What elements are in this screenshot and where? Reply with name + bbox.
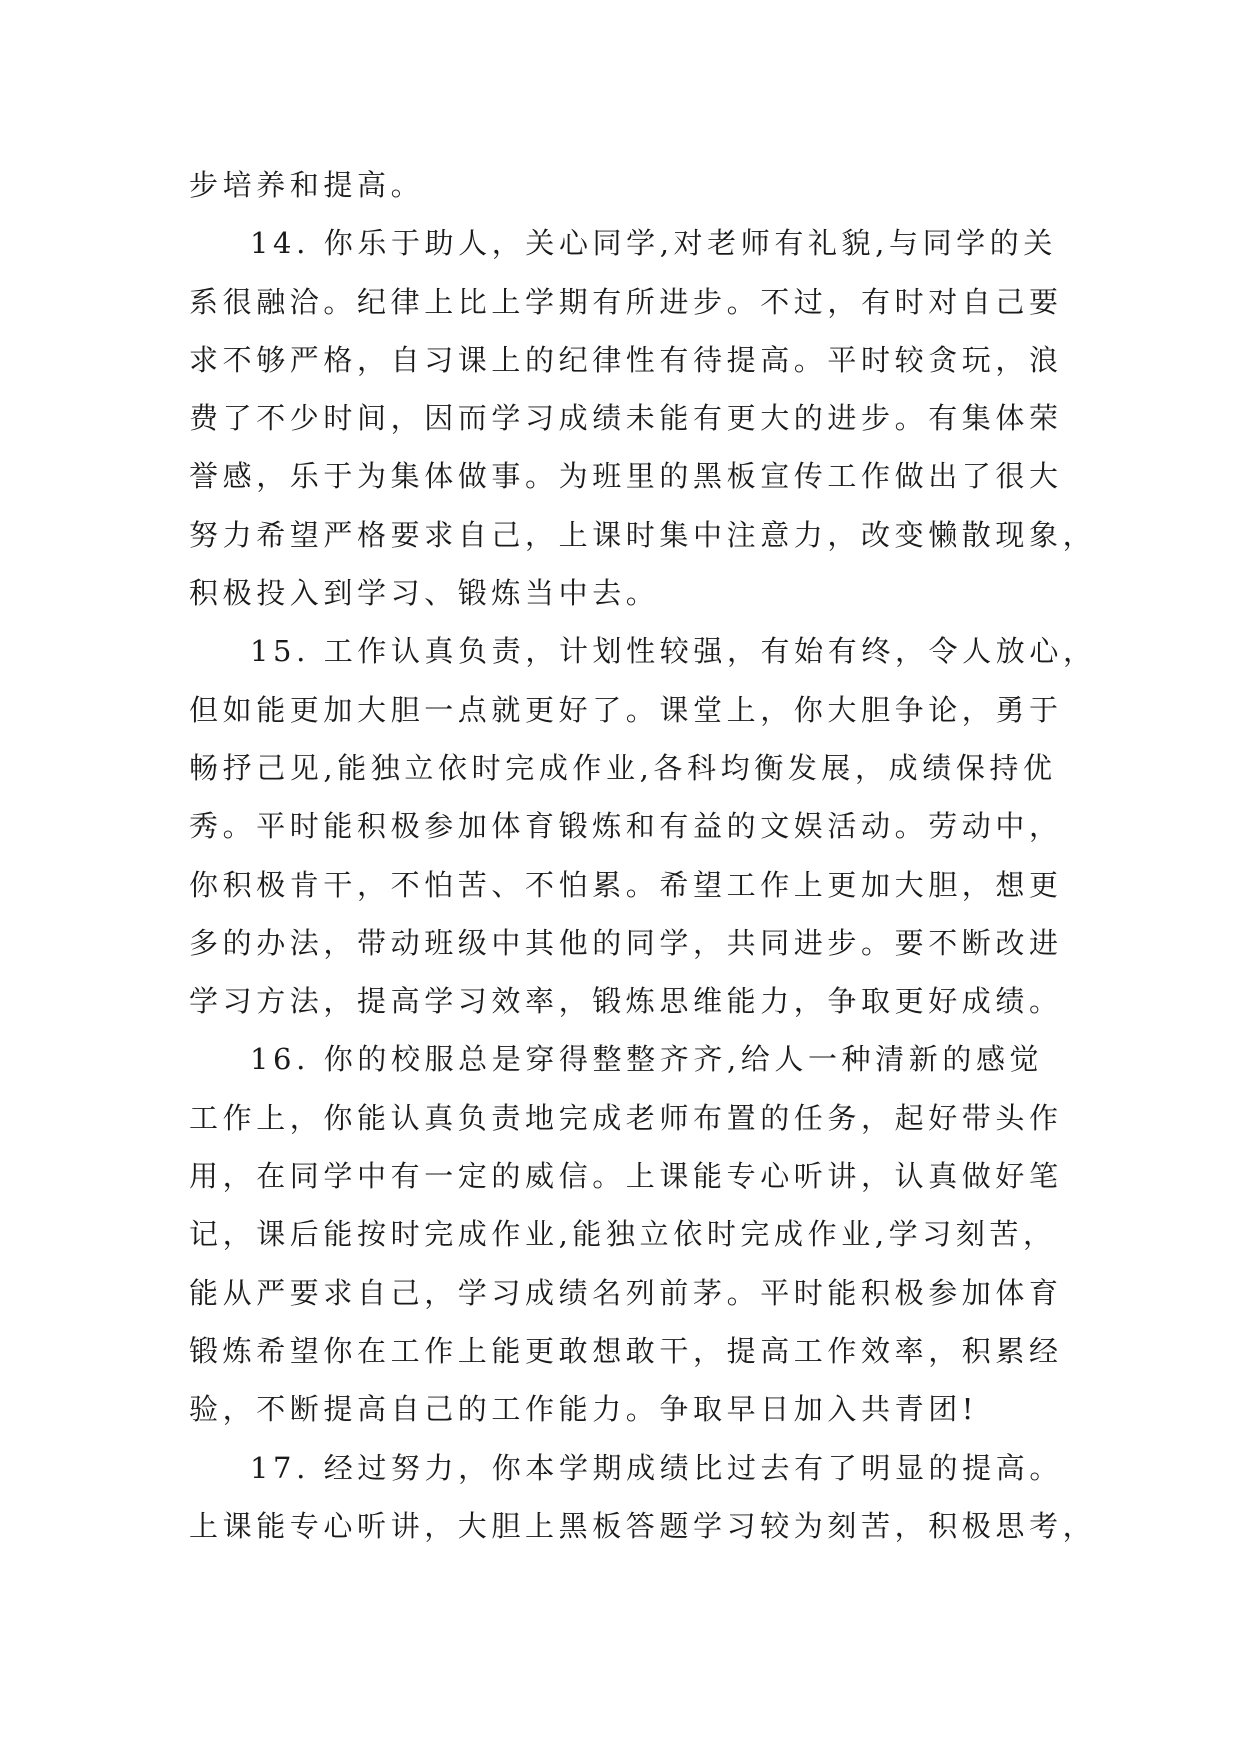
document-body bbox=[189, 156, 1097, 1555]
text-line: 多的办法，带动班级中其他的同学，共同进步。要不断改进 bbox=[189, 925, 1063, 960]
text-line: 记，课后能按时完成作业,能独立依时完成作业,学习刻苦， bbox=[189, 1217, 1057, 1252]
text-line: 步培养和提高。 bbox=[189, 168, 425, 202]
text-line: 14. 你乐于助人，关心同学,对老师有礼貌,与同学的关 bbox=[250, 226, 1057, 261]
text-line: 系很融洽。纪律上比上学期有所进步。不过，有时对自己要 bbox=[189, 284, 1063, 319]
text-line: 努力希望严格要求自己，上课时集中注意力，改变懒散现象， bbox=[189, 517, 1097, 552]
text-line: 誉感，乐于为集体做事。为班里的黑板宣传工作做出了很大 bbox=[189, 459, 1063, 494]
text-line: 能从严要求自己，学习成绩名列前茅。平时能积极参加体育 bbox=[189, 1275, 1063, 1310]
text-line: 你积极肯干，不怕苦、不怕累。希望工作上更加大胆，想更 bbox=[189, 867, 1063, 902]
text-line: 15. 工作认真负责，计划性较强，有始有终，令人放心， bbox=[250, 634, 1097, 669]
text-line: 验，不断提高自己的工作能力。争取早日加入共青团! bbox=[189, 1392, 979, 1427]
text-line: 锻炼希望你在工作上能更敢想敢干，提高工作效率，积累经 bbox=[189, 1333, 1063, 1368]
text-line: 上课能专心听讲，大胆上黑板答题学习较为刻苦，积极思考， bbox=[189, 1508, 1097, 1543]
text-line: 积极投入到学习、锻炼当中去。 bbox=[189, 576, 660, 611]
text-line: 17. 经过努力，你本学期成绩比过去有了明显的提高。 bbox=[250, 1450, 1063, 1485]
text-line: 用，在同学中有一定的威信。上课能专心听讲，认真做好笔 bbox=[189, 1159, 1063, 1194]
text-line: 16. 你的校服总是穿得整整齐齐,给人一种清新的感觉 bbox=[250, 1042, 1044, 1077]
text-line: 学习方法，提高学习效率，锻炼思维能力，争取更好成绩。 bbox=[189, 984, 1063, 1019]
text-line: 秀。平时能积极参加体育锻炼和有益的文娱活动。劳动中， bbox=[189, 809, 1063, 844]
text-line: 畅抒己见,能独立依时完成作业,各科均衡发展，成绩保持优 bbox=[189, 750, 1057, 785]
text-line: 费了不少时间，因而学习成绩未能有更大的进步。有集体荣 bbox=[189, 401, 1063, 436]
text-line: 求不够严格，自习课上的纪律性有待提高。平时较贪玩，浪 bbox=[189, 342, 1063, 377]
text-line: 工作上，你能认真负责地完成老师布置的任务，起好带头作 bbox=[189, 1100, 1063, 1135]
text-line: 但如能更加大胆一点就更好了。课堂上，你大胆争论，勇于 bbox=[189, 692, 1063, 727]
